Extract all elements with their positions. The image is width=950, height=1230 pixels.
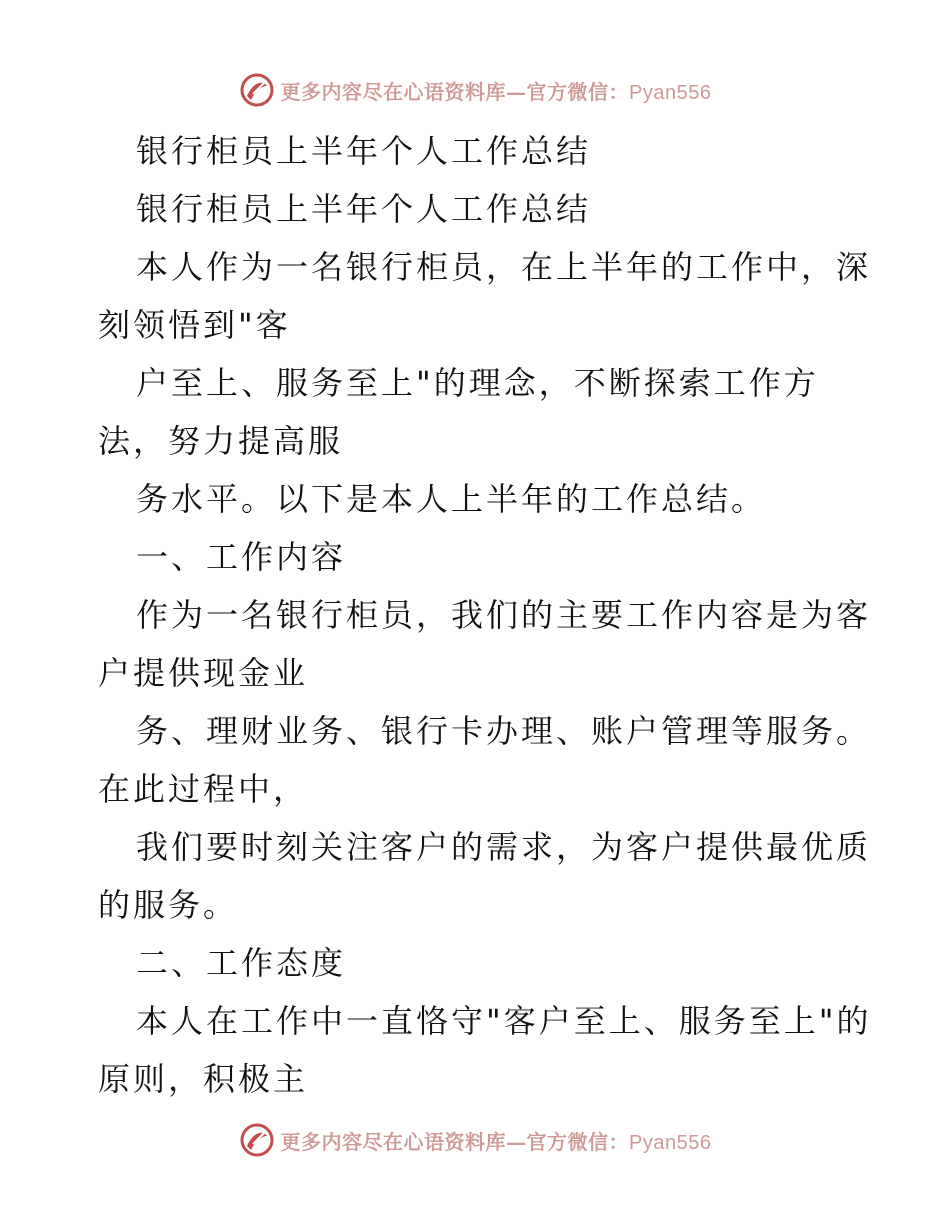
brush-swirl-logo-icon	[239, 72, 275, 108]
watermark-text: 更多内容尽在心语资料库—官方微信：Pyan556	[280, 1129, 712, 1154]
document-body	[98, 122, 872, 1108]
paragraph-line: 本人作为一名银行柜员，在上半年的工作中，深	[136, 248, 872, 286]
document-subtitle: 银行柜员上半年个人工作总结	[136, 190, 592, 228]
header-watermark	[0, 70, 950, 110]
paragraph-line: 刻领悟到"客	[98, 306, 291, 344]
watermark-text: 更多内容尽在心语资料库—官方微信：Pyan556	[280, 79, 712, 104]
paragraph-line: 在此过程中，	[98, 770, 309, 808]
paragraph-line: 户提供现金业	[98, 654, 309, 692]
paragraph-line: 作为一名银行柜员，我们的主要工作内容是为客	[136, 596, 872, 634]
brush-swirl-logo-icon	[239, 1122, 275, 1158]
paragraph-line: 我们要时刻关注客户的需求，为客户提供最优质	[136, 828, 872, 866]
paragraph-line: 法，努力提高服	[98, 422, 344, 460]
paragraph-line: 的服务。	[98, 886, 239, 924]
paragraph-line: 务、理财业务、银行卡办理、账户管理等服务。	[136, 712, 872, 750]
paragraph-line: 本人在工作中一直恪守"客户至上、服务至上"的	[136, 1002, 872, 1040]
section-heading: 二、工作态度	[136, 944, 347, 982]
document-title: 银行柜员上半年个人工作总结	[136, 132, 592, 170]
footer-watermark	[0, 1120, 950, 1160]
section-heading: 一、工作内容	[136, 538, 347, 576]
paragraph-line: 原则，积极主	[98, 1060, 309, 1098]
paragraph-line: 户至上、服务至上"的理念，不断探索工作方	[136, 364, 819, 402]
paragraph-line: 务水平。以下是本人上半年的工作总结。	[136, 480, 767, 518]
